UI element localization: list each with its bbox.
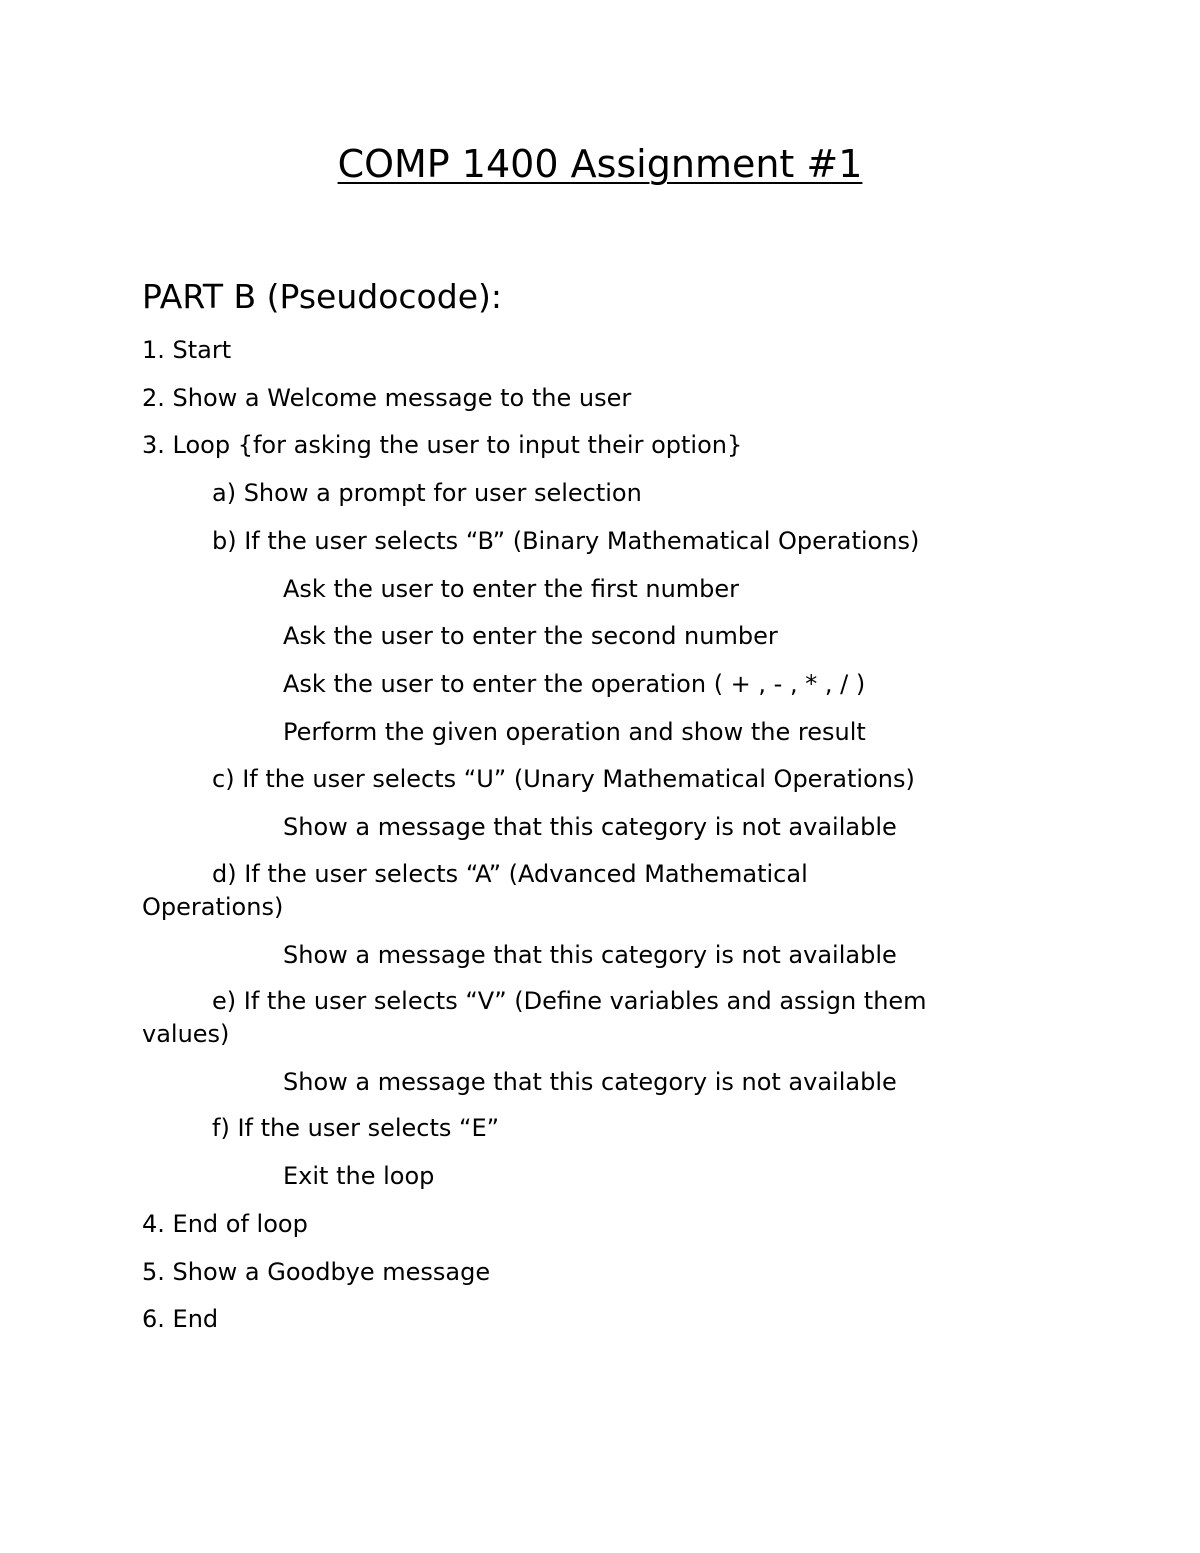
pseudocode-line: Ask the user to enter the first number	[283, 575, 740, 603]
pseudocode-line: Ask the user to enter the operation ( + , - , * , / )	[283, 670, 866, 698]
pseudocode-line: 6. End	[142, 1305, 219, 1333]
pseudocode-line: a) Show a prompt for user selection	[212, 479, 642, 507]
pseudocode-line: 2. Show a Welcome message to the user	[142, 384, 632, 412]
pseudocode-line: 3. Loop {for asking the user to input their option}	[142, 431, 743, 459]
pseudocode-line: Show a message that this category is not available	[283, 1068, 897, 1096]
pseudocode-line: values)	[142, 1020, 230, 1048]
pseudocode-line: f) If the user selects “E”	[212, 1114, 500, 1142]
pseudocode-line: Ask the user to enter the second number	[283, 622, 778, 650]
pseudocode-line: 1. Start	[142, 336, 232, 364]
pseudocode-line: 5. Show a Goodbye message	[142, 1258, 491, 1286]
document-title: COMP 1400 Assignment #1	[337, 142, 863, 186]
pseudocode-line: d) If the user selects “A” (Advanced Mathematical	[212, 860, 808, 888]
pseudocode-line: c) If the user selects “U” (Unary Mathematical Operations)	[212, 765, 915, 793]
pseudocode-line: Show a message that this category is not available	[283, 813, 897, 841]
part-heading: PART B (Pseudocode):	[142, 277, 502, 316]
pseudocode-line: 4. End of loop	[142, 1210, 308, 1238]
pseudocode-line: Exit the loop	[283, 1162, 435, 1190]
pseudocode-line: b) If the user selects “B” (Binary Mathematical Operations)	[212, 527, 920, 555]
pseudocode-line: Operations)	[142, 893, 284, 921]
pseudocode-line: Show a message that this category is not available	[283, 941, 897, 969]
pseudocode-line: Perform the given operation and show the result	[283, 718, 866, 746]
pseudocode-line: e) If the user selects “V” (Define variables and assign them	[212, 987, 927, 1015]
